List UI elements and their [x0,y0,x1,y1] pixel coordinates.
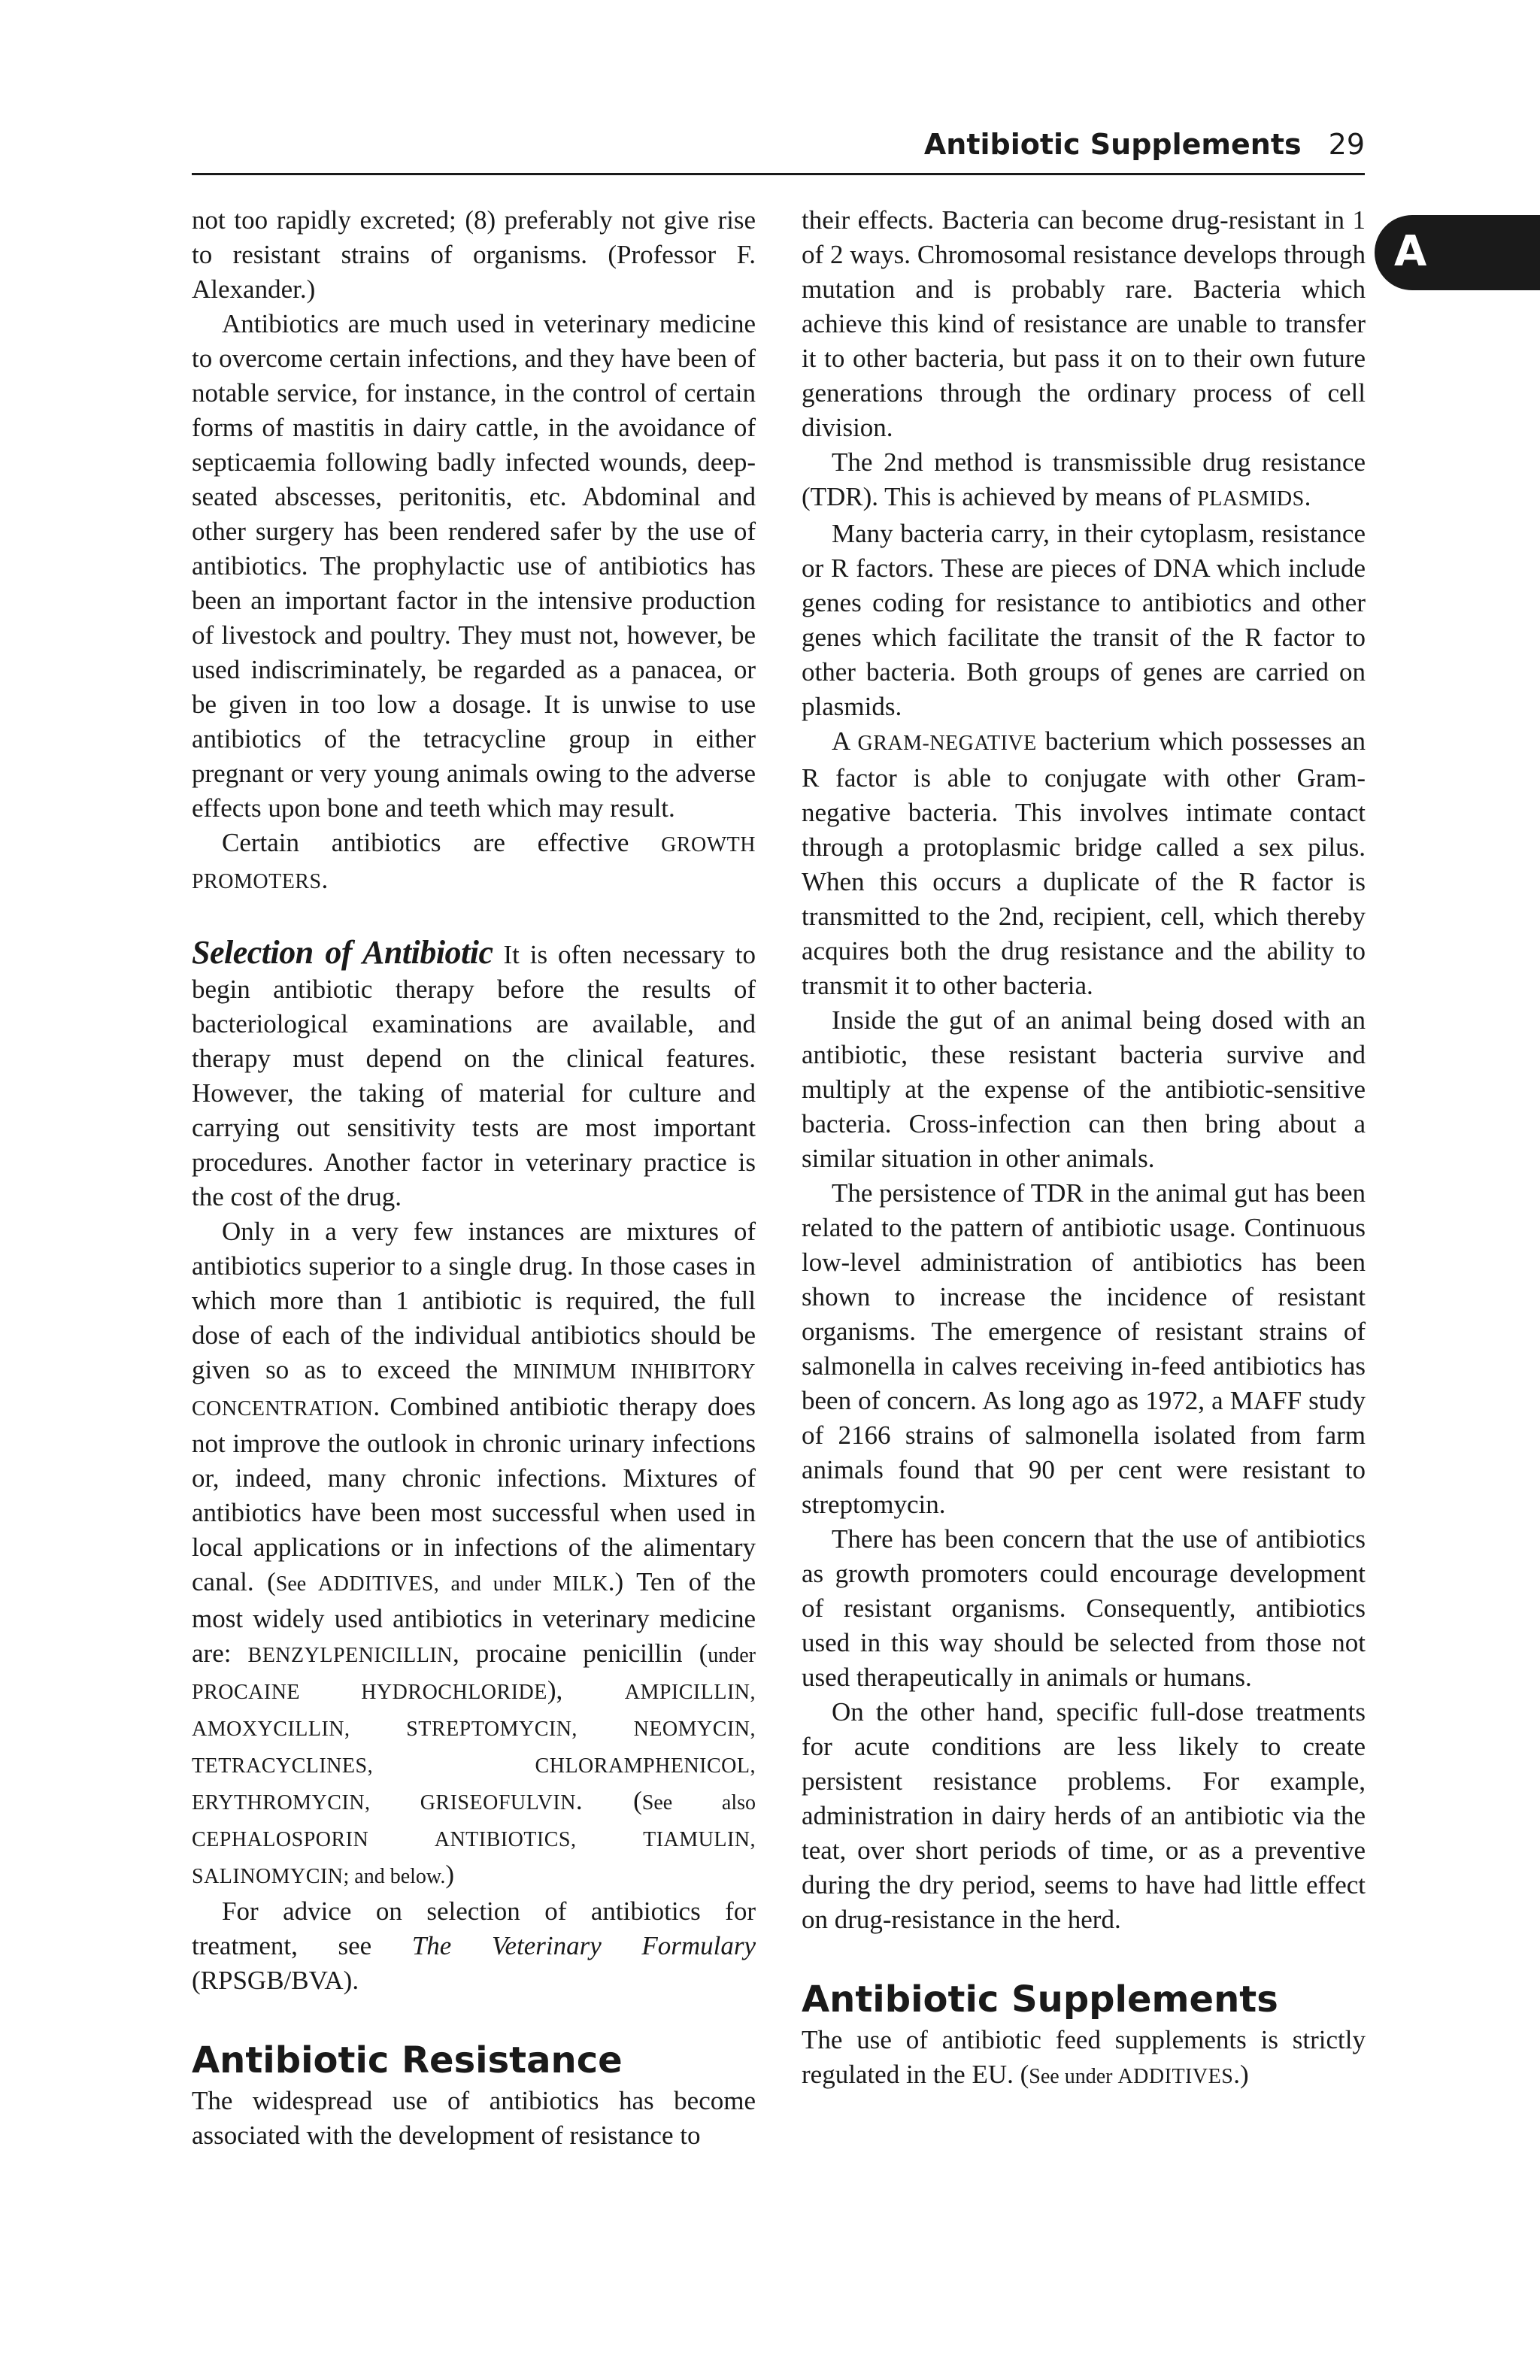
text: , and under [433,1572,553,1596]
text: The use of antibiotic feed supplements is strictly regulated in the EU. ( [802,2025,1366,2089]
text: .) [1233,2060,1249,2089]
text: . ( [575,1786,642,1815]
text: ) [445,1860,454,1889]
paragraph [192,1214,756,1894]
paragraph: Antibiotics are much used in veterinary medicine to overcome certain infections, and they have been of notable service, for instance, in the control of certain forms of mastitis in dairy cattle, in the avoidance of septicaemia following badly infected wounds, deep-seated abscesses, peritonitis, etc. Abdominal and other surgery has been rendered safer by the use of antibiotics. The prophylactic use of antibiotics has been an important factor in the intensive production of livestock and poultry. They must not, however, be used indiscriminately, be regarded as a panacea, or be given in too low a dosage. It is unwise to use antibiotics of the tetracycline group in either pregnant or very young animals owing to the adverse effects upon bone and teeth which may result. [192,309,756,823]
book-title: The Veterinary Formulary [411,1931,756,1960]
cross-reference: CEPHALOSPORIN ANTIBIOTICS, TIAMULIN, SALINOMYCIN [192,1828,756,1888]
cross-reference: MILK [553,1572,608,1596]
header-title: Antibiotic Supplements [923,128,1302,161]
paragraph [192,1894,756,1998]
paragraph: Many bacteria carry, in their cytoplasm, resistance or R factors. These are pieces of DNA which include genes coding for resistance to antibiotics and other genes which facilitate the transit of the R factor to other bacteria. Both groups of genes are carried on plasmids. [802,519,1366,721]
paragraph [802,445,1366,517]
running-header [192,128,1365,175]
text: ), [547,1675,625,1705]
paragraph [192,826,756,899]
text: (RPSGB/BVA). [192,1966,359,1995]
paragraph [802,2023,1366,2094]
text: See also [641,1791,756,1815]
text: . [1304,482,1311,511]
text: . [321,865,329,894]
text: The 2nd method is transmissible drug resistance (TDR). This is achieved by means of [802,447,1366,511]
cross-reference: ADDITIVES [1117,2065,1234,2088]
text: . Combined antibiotic therapy does not improve the outlook in chronic urinary infections or, indeed, many chronic infections. Mixtures of antibiotics have been most successful when used in local applications or in infections of the alimentary canal. ( [192,1392,756,1596]
cross-reference: GROWTH PROMOTERS [192,833,756,893]
text: A [832,726,858,756]
section-heading-antibiotic-supplements: Antibiotic Supplements [802,1978,1278,2021]
paragraph [192,935,756,1214]
page-number: 29 [1328,128,1365,161]
text: See [275,1572,318,1596]
text: See under [1029,2065,1118,2088]
thumb-index-tab [1375,215,1540,290]
cross-reference: PLASMIDS [1197,487,1305,511]
text: under [708,1644,756,1667]
cross-reference: AMPICILLIN, AMOXYCILLIN, STREPTOMYCIN, NEOMYCIN, TETRACYCLINES, CHLORAMPHENICOL, ERYTHROMYCIN, GRISEOFULVIN [192,1681,756,1815]
text: Only in a very few instances are mixtures of antibiotics superior to a single drug. In those cases in which more than 1 antibiotic is required, the full dose of each of the individual antibiotics should be given so as to exceed the [192,1217,756,1384]
right-column [802,203,1366,2094]
text: ; and below. [343,1865,446,1888]
thumb-index-letter: A [1394,227,1427,276]
run-in-heading: Selection of Antibiotic [192,934,493,971]
text: .) Ten of the most widely used antibiotics in veterinary medicine are: [192,1567,756,1668]
paragraph: The persistence of TDR in the animal gut has been related to the pattern of antibiotic usage. Continuous low-level administration of antibiotics has been shown to increase the incidence of resistant organisms. The emergence of resistant strains of salmonella in calves receiving in-feed antibiotics has been of concern. As long ago as 1972, a MAFF study of 2166 strains of salmonella isolated from farm animals found that 90 per cent were resistant to streptomycin. [802,1178,1366,1519]
cross-reference: MINIMUM INHIBITORY CONCENTRATION [192,1360,756,1420]
text: , procaine penicillin ( [452,1639,708,1668]
cross-reference: ADDITIVES [317,1572,434,1596]
text: For advice on selection of antibiotics for treatment, see [192,1896,756,1960]
paragraph: their effects. Bacteria can become drug-resistant in 1 of 2 ways. Chromosomal resistance develops through mutation and is probably rare. Bacteria which achieve this kind of resistance are unable to transfer it to other bacteria, but pass it on to their own future generations through the ordinary process of cell division. [802,205,1366,442]
text: It is often necessary to begin antibiotic therapy before the results of bacteriological examinations are available, and therapy must depend on the clinical features. However, the taking of material for culture and carrying out sensitivity tests are most important procedures. Another factor in veterinary practice is the cost of the drug. [192,940,756,1211]
cross-reference: BENZYLPENICILLIN [247,1644,453,1667]
cross-reference: PROCAINE HYDROCHLORIDE [192,1681,547,1704]
paragraph [802,724,1366,1003]
text: Certain antibiotics are effective [222,828,662,857]
paragraph: There has been concern that the use of antibiotics as growth promoters could encourage development of resistant organisms. Consequently, antibiotics used in this way should be selected from those not used therapeutically in animals or humans. [802,1524,1366,1692]
text: bacterium which possesses an R factor is able to conjugate with other Gram-negative bacteria. This involves intimate contact through a protoplasmic bridge called a sex pilus. When this occurs a duplicate of the R factor is transmitted to the 2nd, recipient, cell, which thereby acquires both the drug resistance and the ability to transmit it to other bacteria. [802,726,1366,1000]
header-text [924,128,1365,161]
paragraph: Inside the gut of an animal being dosed with an antibiotic, these resistant bacteria survive and multiply at the expense of the antibiotic-sensitive bacteria. Cross-infection can then bring about a similar situation in other animals. [802,1005,1366,1173]
cross-reference: GRAM-NEGATIVE [857,732,1037,755]
left-column [192,203,756,2153]
section-heading-antibiotic-resistance: Antibiotic Resistance [192,2039,623,2081]
paragraph: On the other hand, specific full-dose treatments for acute conditions are less likely to create persistent resistance problems. For example, administration in dairy herds of an antibiotic via the teat, over short periods of time, or as a preventive during the dry period, seems to have had little effect on drug-resistance in the herd. [802,1697,1366,1934]
paragraph: not too rapidly excreted; (8) preferably not give rise to resistant strains of organisms. (Professor F. Alexander.) [192,205,756,304]
paragraph: The widespread use of antibiotics has become associated with the development of resistance to [192,2086,756,2150]
